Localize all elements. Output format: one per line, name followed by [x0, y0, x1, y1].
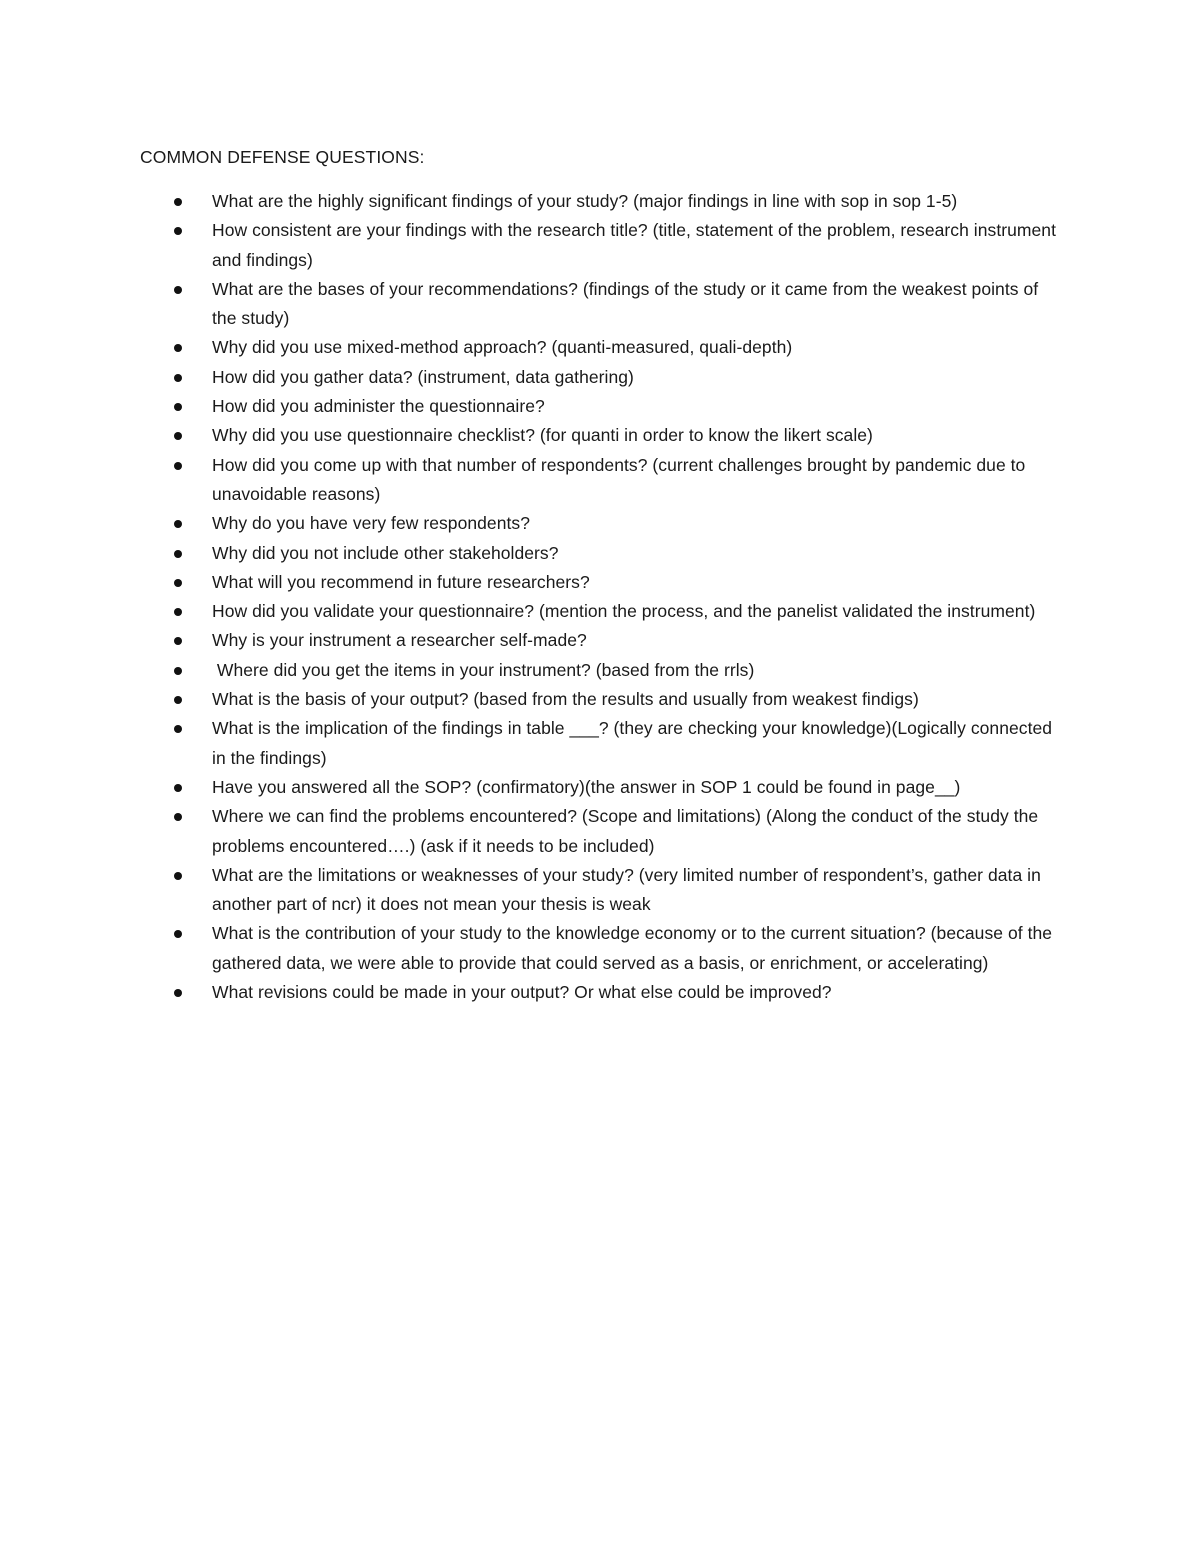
list-item [0, 392, 1062, 421]
bullet-icon [174, 784, 182, 792]
question-text: What is the implication of the findings in table ___? (they are checking your knowledge)(Logically connected in the findings) [212, 718, 1057, 768]
question-text: Where did you get the items in your instrument? (based from the rrls) [212, 659, 755, 680]
list-item [0, 714, 1062, 773]
bullet-icon [174, 579, 182, 587]
question-text: What is the basis of your output? (based from the results and usually from weakest findigs) [212, 689, 919, 710]
list-item [0, 685, 1062, 714]
question-text: Have you answered all the SOP? (confirmatory)(the answer in SOP 1 could be found in page__) [212, 776, 961, 797]
bullet-icon [174, 550, 182, 558]
list-item [0, 216, 1062, 275]
bullet-icon [174, 872, 182, 880]
bullet-icon [174, 344, 182, 352]
question-text: How did you validate your questionnaire? (mention the process, and the panelist validated the instrument) [212, 601, 1036, 622]
list-item [0, 451, 1062, 510]
bullet-icon [174, 725, 182, 733]
bullet-icon [174, 930, 182, 938]
bullet-icon [174, 227, 182, 235]
bullet-icon [174, 286, 182, 294]
question-text: What are the bases of your recommendations? (findings of the study or it came from the weakest points of the study) [212, 278, 1044, 329]
question-text: How consistent are your findings with the research title? (title, statement of the problem, research instrument and findings) [212, 220, 1061, 270]
list-item [0, 509, 1062, 538]
question-text: Why do you have very few respondents? [212, 513, 530, 534]
list-item [0, 597, 1062, 626]
list-item [0, 275, 1062, 334]
question-text: How did you administer the questionnaire? [212, 396, 545, 417]
bullet-icon [174, 198, 182, 206]
list-item [0, 421, 1062, 450]
question-text: Why did you use questionnaire checklist? (for quanti in order to know the likert scale) [212, 425, 873, 446]
list-item [0, 333, 1062, 362]
question-text: Why is your instrument a researcher self-made? [212, 630, 587, 651]
list-item [0, 861, 1062, 920]
document-title: COMMON DEFENSE QUESTIONS: [140, 147, 425, 167]
list-item [0, 919, 1062, 978]
bullet-icon [174, 637, 182, 645]
bullet-icon [174, 667, 182, 675]
bullet-icon [174, 374, 182, 382]
question-text: What are the highly significant findings of your study? (major findings in line with sop in sop 1-5) [212, 191, 958, 211]
list-item [0, 802, 1062, 861]
bullet-icon [174, 432, 182, 440]
list-item [0, 773, 1062, 802]
question-list [0, 187, 1200, 1007]
bullet-icon [174, 403, 182, 411]
question-text: What is the contribution of your study to the knowledge economy or to the current situation? (because of the gathered data, we were able to provide that could served as a basis, or enrichment, or accelerating) [212, 923, 1057, 973]
question-text: Where we can find the problems encountered? (Scope and limitations) (Along the conduct of the study the problems encountered….) (ask if it needs to be included) [212, 806, 1044, 856]
list-item [0, 187, 1062, 216]
bullet-icon [174, 608, 182, 616]
list-item [0, 626, 1062, 655]
bullet-icon [174, 813, 182, 821]
question-text: What revisions could be made in your output? Or what else could be improved? [212, 982, 832, 1003]
list-item [0, 656, 1062, 685]
question-text: What will you recommend in future researchers? [212, 571, 590, 592]
question-text: How did you gather data? (instrument, data gathering) [212, 366, 634, 387]
list-item [0, 978, 1062, 1007]
question-text: What are the limitations or weaknesses of your study? (very limited number of respondent’s, gather data in another part of ncr) it does not mean your thesis is weak [212, 864, 1046, 915]
list-item [0, 539, 1062, 568]
bullet-icon [174, 696, 182, 704]
question-text: Why did you use mixed-method approach? (quanti-measured, quali-depth) [212, 337, 793, 358]
list-item [0, 363, 1062, 392]
bullet-icon [174, 989, 182, 997]
bullet-icon [174, 520, 182, 528]
list-item [0, 568, 1062, 597]
question-text: How did you come up with that number of respondents? (current challenges brought by pandemic due to unavoidable reasons) [212, 454, 1031, 504]
question-text: Why did you not include other stakeholders? [212, 542, 559, 563]
bullet-icon [174, 462, 182, 470]
